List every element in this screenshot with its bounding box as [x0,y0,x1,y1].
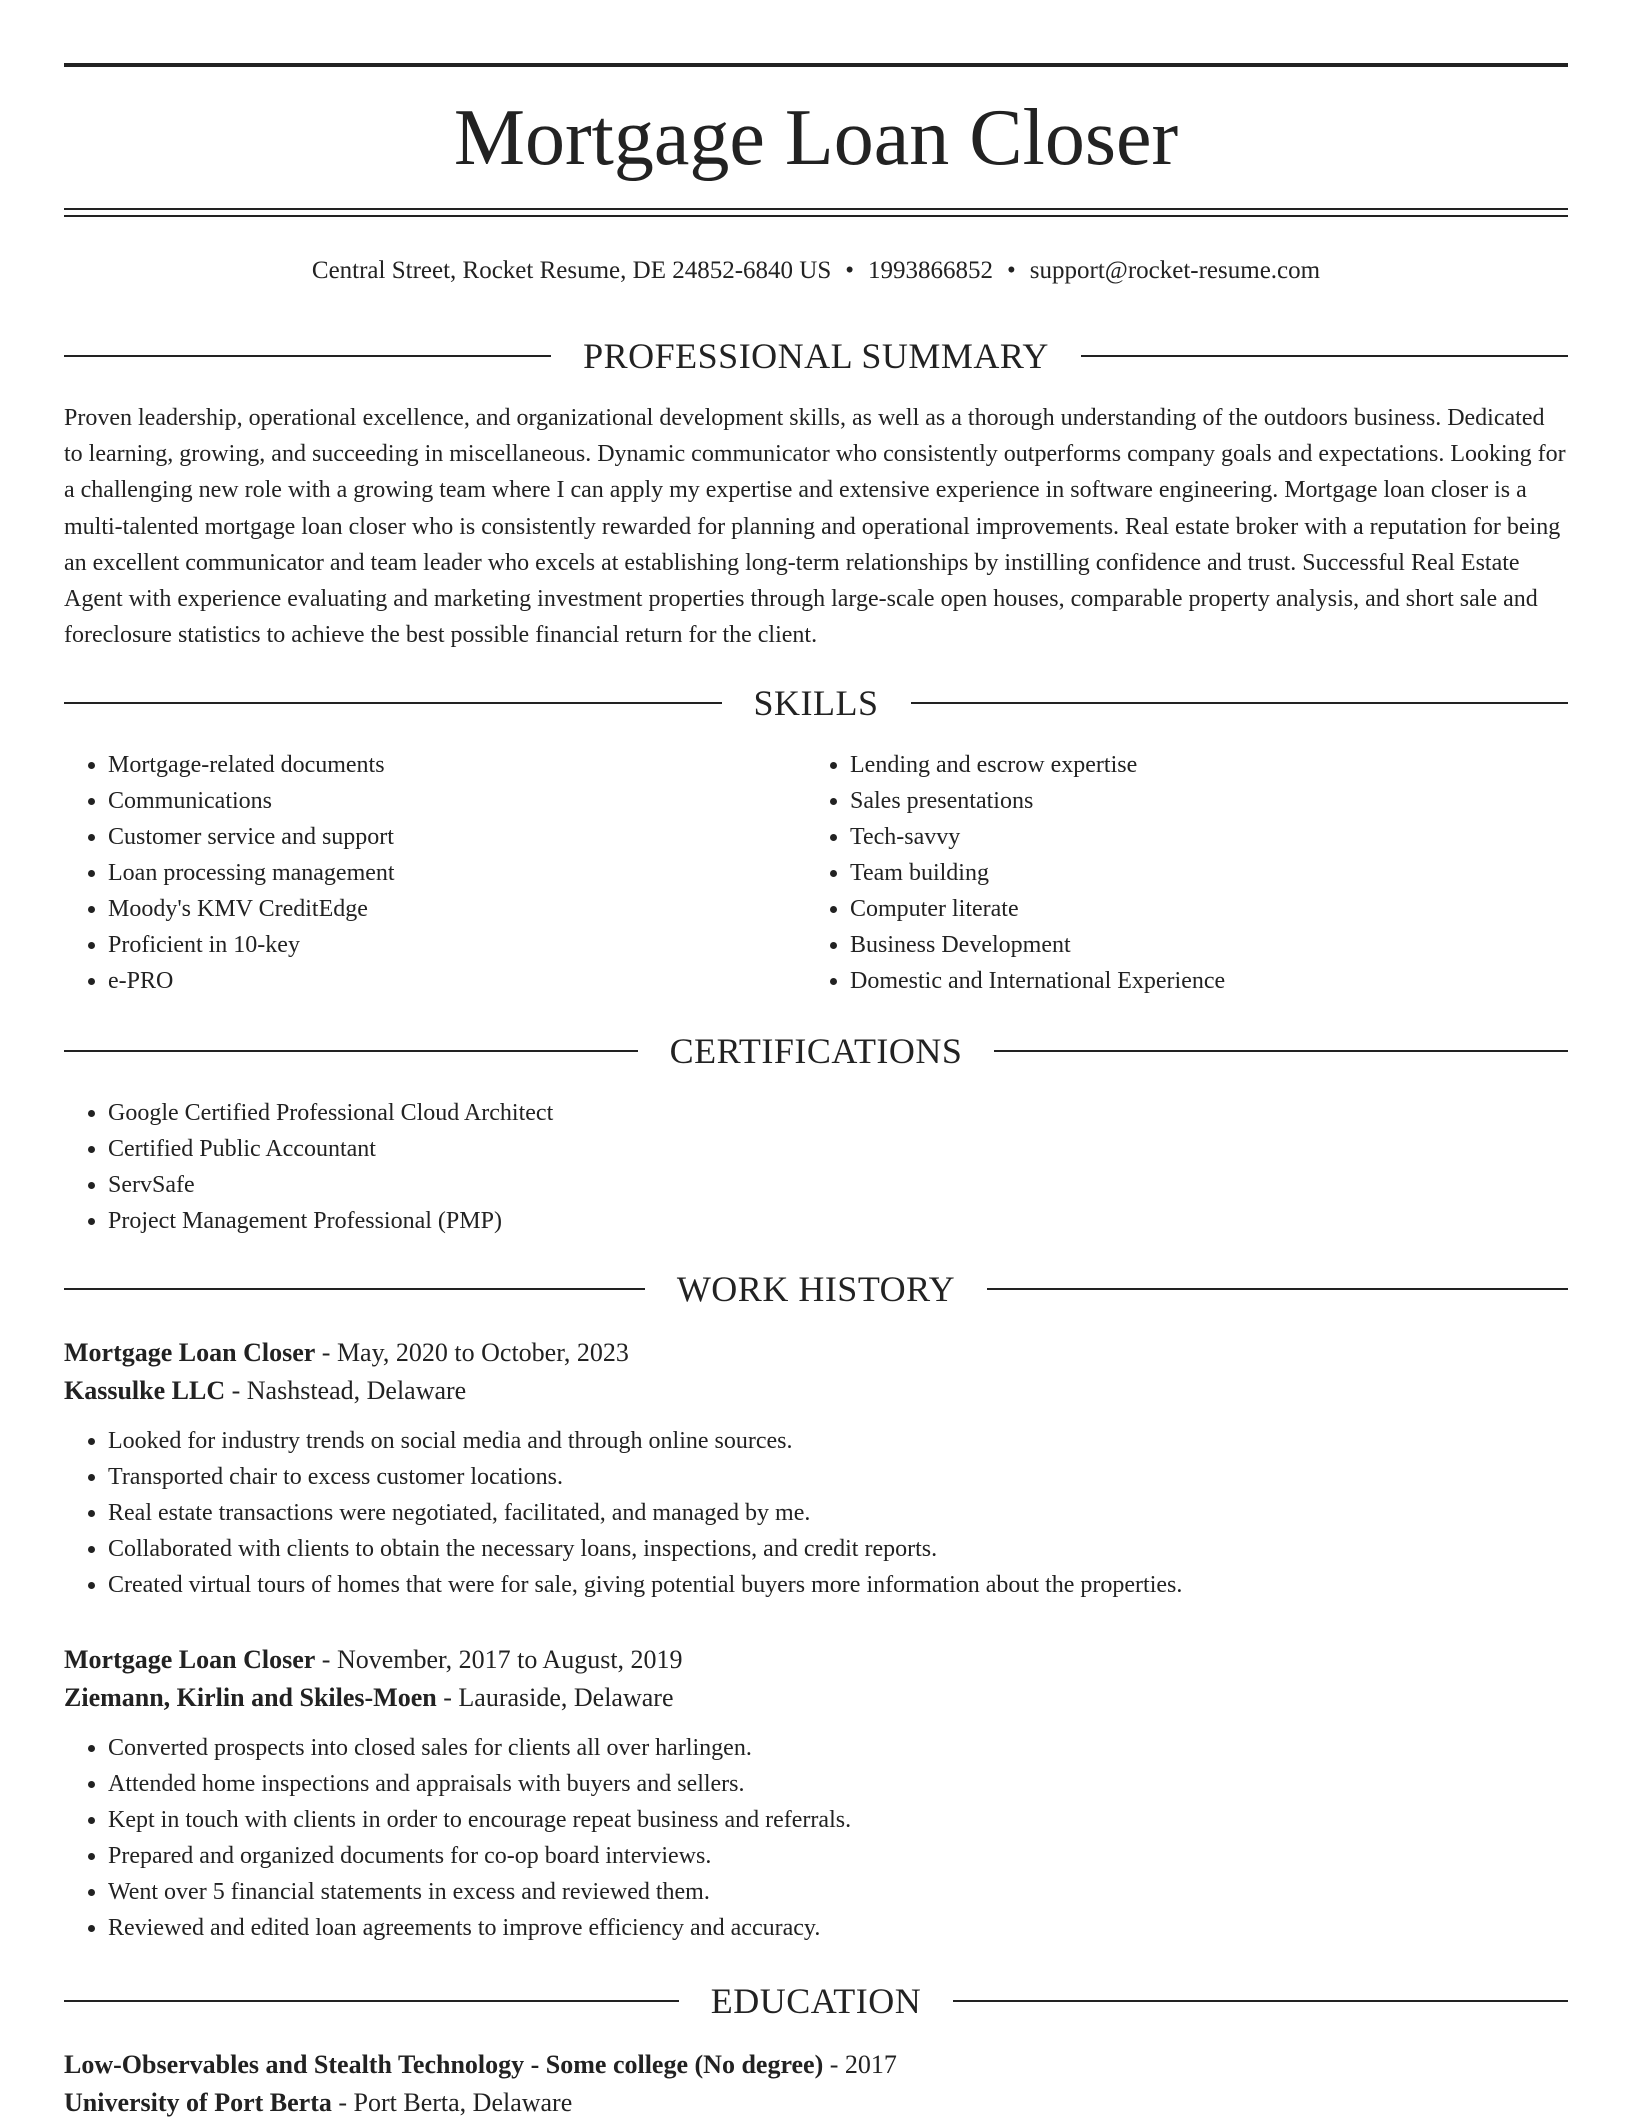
skill-item: • Lending and escrow expertise [850,747,1548,783]
section-rule [64,702,722,704]
job-bullet: • Reviewed and edited loan agreements to improve efficiency and accuracy. [108,1910,1568,1946]
section-header-skills [64,681,1568,725]
skill-item: • e-PRO [108,963,806,999]
section-rule [994,1050,1568,1052]
job-title: Mortgage Loan Closer [64,1645,316,1674]
job-bullet: • Kept in touch with clients in order to encourage repeat business and referrals. [108,1802,1568,1838]
header-top-rule [64,63,1568,67]
contact-line [64,254,1568,288]
job-bullets [64,1423,1568,1603]
skill-item: • Domestic and International Experience [850,963,1548,999]
job-company: Kassulke LLC [64,1376,226,1405]
contact-address: Central Street, Rocket Resume, DE 24852-6840 US [311,257,832,284]
section-title: WORK HISTORY [676,1269,956,1309]
education-entry [64,2046,1568,2122]
skill-item: • Tech-savvy [850,819,1548,855]
section-rule [1081,355,1568,357]
section-header-work-history [64,1267,1568,1311]
education-degree: Low-Observables and Stealth Technology - Some college (No degree) [64,2050,824,2079]
certifications-list [64,1095,553,1239]
job-title-line [64,1334,1568,1372]
job-company: Ziemann, Kirlin and Skiles-Moen [64,1683,437,1712]
skill-item: • Mortgage-related documents [108,747,806,783]
skill-item: • Team building [850,855,1548,891]
skill-item: • Moody's KMV CreditEdge [108,891,806,927]
section-title: SKILLS [753,683,879,723]
skills-column-right [806,747,1548,999]
certification-item: • Google Certified Professional Cloud Architect [108,1095,553,1131]
job-entry [64,1334,1568,1603]
contact-email: support@rocket-resume.com [1029,257,1321,284]
job-bullet: • Attended home inspections and appraisals with buyers and sellers. [108,1766,1568,1802]
summary-text: Proven leadership, operational excellence, and organizational development skills, as well as a thorough understanding of the outdoors business. Dedicated to learning, growing, and succeeding in miscellaneous. Dynamic communicator who consistently outperforms company goals and expectations. Looking for a challenging new role with a growing team where I can apply my expertise and extensive experience in software engineering. Mortgage loan closer is a multi-talented mortgage loan closer who is consistently rewarded for planning and operational improvements. Real estate broker with a reputation for being an excellent communicator and team leader who excels at establishing long-term relationships by instilling confidence and trust. Successful Real Estate Agent with experience evaluating and marketing investment properties through large-scale open houses, comparable property analysis, and short sale and foreclosure statistics to achieve the best possible financial return for the client. [64,405,1566,649]
job-title-line [64,1641,1568,1679]
job-title: Mortgage Loan Closer [64,1338,316,1367]
section-rule [64,2000,679,2002]
job-dates: - May, 2020 to October, 2023 [321,1338,629,1367]
section-header-summary [64,334,1568,378]
job-bullet: • Transported chair to excess customer locations. [108,1459,1568,1495]
skills-list [64,747,1568,999]
certification-item: • ServSafe [108,1167,553,1203]
contact-separator: • [845,257,855,284]
job-company-line [64,1372,1568,1410]
education-degree-line [64,2046,1568,2084]
header-bottom-rule [64,208,1568,217]
section-header-certifications [64,1029,1568,1073]
section-rule [987,1288,1568,1290]
contact-separator: • [1007,257,1016,284]
skill-item: • Customer service and support [108,819,806,855]
job-company-line [64,1679,1568,1717]
section-rule [64,1288,645,1290]
skills-column-left [64,747,806,999]
section-rule [64,1050,638,1052]
section-rule [64,355,551,357]
job-bullet: • Looked for industry trends on social media and through online sources. [108,1423,1568,1459]
job-bullet: • Collaborated with clients to obtain the necessary loans, inspections, and credit reports. [108,1531,1568,1567]
certification-item: • Certified Public Accountant [108,1131,553,1167]
section-title: PROFESSIONAL SUMMARY [583,336,1049,376]
job-bullets [64,1730,1568,1946]
job-entry [64,1641,1568,1946]
job-bullet: • Created virtual tours of homes that were for sale, giving potential buyers more information about the properties. [108,1567,1568,1603]
skill-item: • Computer literate [850,891,1548,927]
education-year: - 2017 [829,2050,897,2079]
job-dates: - November, 2017 to August, 2019 [321,1645,683,1674]
skill-item: • Proficient in 10-key [108,927,806,963]
section-title: EDUCATION [710,1981,922,2021]
skill-item: • Business Development [850,927,1548,963]
skill-item: • Sales presentations [850,783,1548,819]
job-bullet: • Went over 5 financial statements in excess and reviewed them. [108,1874,1568,1910]
section-header-education [64,1979,1568,2023]
education-school-line [64,2084,1568,2122]
skill-item: • Communications [108,783,806,819]
education-school: University of Port Berta [64,2088,332,2117]
contact-phone: 1993866852 [868,257,994,284]
job-bullet: • Converted prospects into closed sales for clients all over harlingen. [108,1730,1568,1766]
resume-name: Mortgage Loan Closer [453,94,1179,182]
job-bullet: • Real estate transactions were negotiated, facilitated, and managed by me. [108,1495,1568,1531]
job-location: - Nashstead, Delaware [231,1376,467,1405]
certification-item: • Project Management Professional (PMP) [108,1203,553,1239]
section-rule [911,702,1569,704]
skill-item: • Loan processing management [108,855,806,891]
section-rule [953,2000,1568,2002]
education-location: - Port Berta, Delaware [338,2088,573,2117]
job-location: - Lauraside, Delaware [443,1683,674,1712]
section-title: CERTIFICATIONS [669,1031,963,1071]
job-bullet: • Prepared and organized documents for co-op board interviews. [108,1838,1568,1874]
